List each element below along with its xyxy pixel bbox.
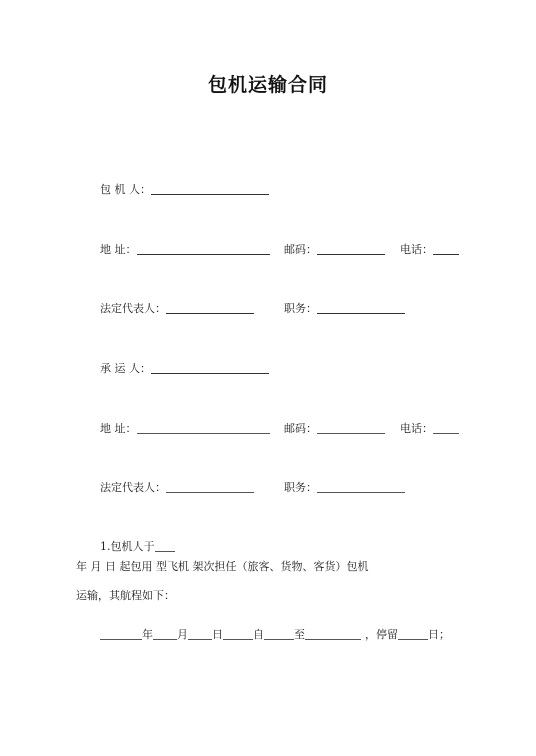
charterer-row — [0, 180, 536, 200]
clause-1-text-2: 年 月 日 起包用 型飞机 架次担任（旅客、货物、客货）包机 — [76, 560, 369, 573]
phone-label: 电话： — [400, 422, 433, 435]
clause-1-text-3: 运输，其航程如下： — [76, 589, 175, 602]
position-label: 职务： — [284, 302, 317, 315]
position-field[interactable] — [317, 478, 405, 493]
phone-field[interactable] — [433, 240, 459, 255]
clause-1 — [76, 537, 466, 606]
postcode-label: 邮码： — [284, 422, 317, 435]
page-title: 包机运输合同 — [207, 74, 328, 96]
route-day-blank[interactable] — [188, 625, 212, 640]
route-to-place-blank[interactable] — [305, 625, 361, 640]
carrier-row — [0, 359, 536, 379]
route-day-label: 日 — [212, 628, 223, 641]
postcode-label: 邮码： — [284, 243, 317, 256]
phone-label: 电话： — [400, 243, 433, 256]
phone-field[interactable] — [433, 419, 459, 434]
charterer-field[interactable] — [151, 180, 269, 195]
party-b-address-row — [0, 419, 536, 439]
clause-1-year-blank[interactable] — [155, 537, 175, 552]
carrier-label: 承 运 人： — [100, 362, 151, 375]
postcode-field[interactable] — [317, 240, 385, 255]
route-from-blank[interactable] — [223, 625, 253, 640]
legal-rep-field[interactable] — [166, 299, 254, 314]
carrier-field[interactable] — [151, 359, 269, 374]
route-to-label: 至 — [294, 628, 305, 641]
party-a-legal-rep-row — [0, 299, 536, 319]
route-month-blank[interactable] — [153, 625, 177, 640]
address-label: 地 址： — [100, 243, 137, 256]
route-row — [0, 625, 536, 645]
route-from-place-blank[interactable] — [264, 625, 294, 640]
route-year-label: 年 — [142, 628, 153, 641]
route-stay-label: ，停留 — [365, 628, 398, 641]
position-field[interactable] — [317, 299, 405, 314]
party-b-legal-rep-row — [0, 478, 536, 498]
party-a-address-row — [0, 240, 536, 260]
route-days-label: 日； — [428, 628, 450, 641]
postcode-field[interactable] — [317, 419, 385, 434]
legal-rep-label: 法定代表人： — [100, 481, 166, 494]
legal-rep-field[interactable] — [166, 478, 254, 493]
address-field[interactable] — [137, 419, 270, 434]
route-from-label: 自 — [253, 628, 264, 641]
address-field[interactable] — [137, 240, 270, 255]
charterer-label: 包 机 人： — [100, 183, 151, 196]
route-year-blank[interactable] — [100, 625, 142, 640]
clause-1-text-1: 1.包机人于 — [100, 540, 155, 553]
address-label: 地 址： — [100, 422, 137, 435]
route-month-label: 月 — [177, 628, 188, 641]
position-label: 职务： — [284, 481, 317, 494]
route-stay-blank[interactable] — [398, 625, 428, 640]
legal-rep-label: 法定代表人： — [100, 302, 166, 315]
